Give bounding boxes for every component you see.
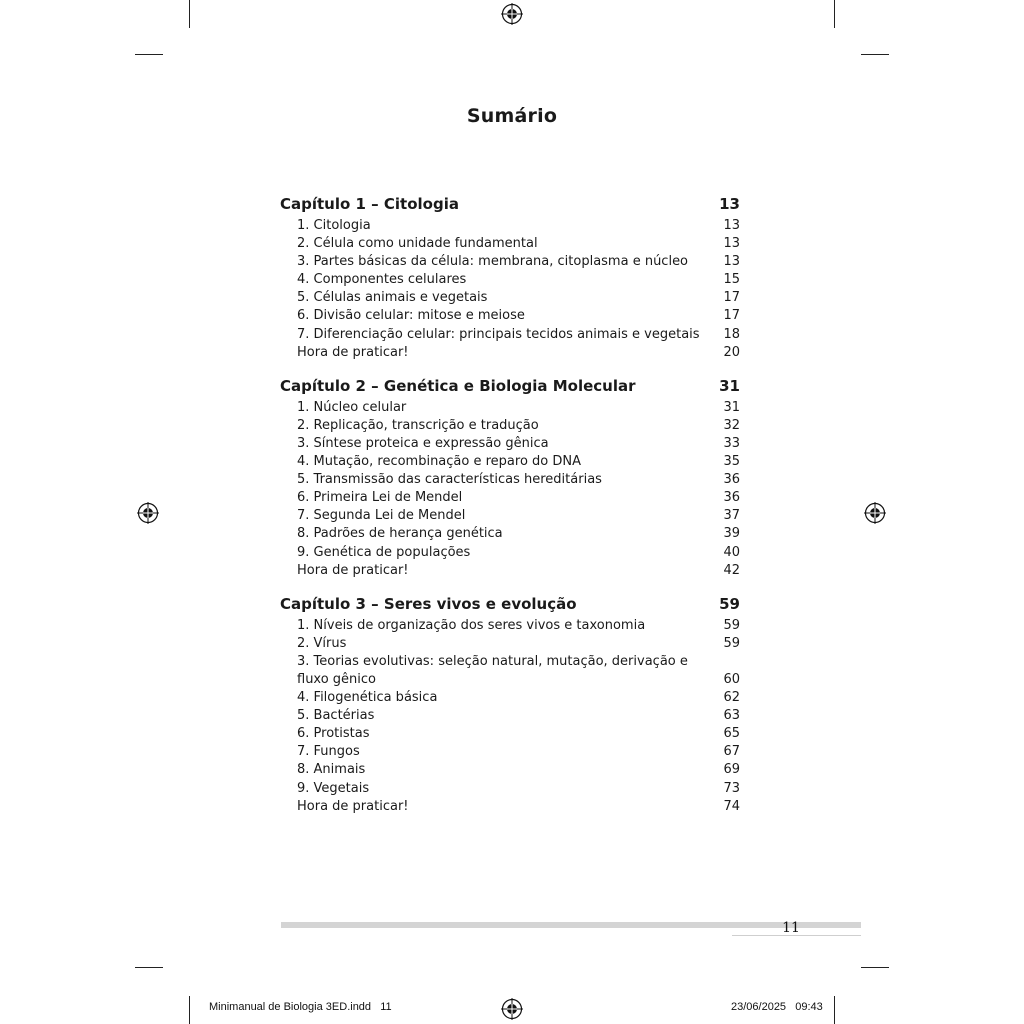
toc-entry-label: 5. Transmissão das características hereditárias <box>297 472 602 488</box>
toc-entry[interactable] <box>280 707 740 725</box>
toc-entry-page: 69 <box>723 762 740 778</box>
toc-entry[interactable] <box>280 453 740 471</box>
toc-entry-label: fluxo gênico <box>297 671 377 687</box>
toc-entry-label: 4. Filogenética básica <box>297 690 438 706</box>
toc-entry[interactable] <box>280 417 740 435</box>
toc-entry[interactable] <box>280 253 740 271</box>
toc-entry-page: 13 <box>723 254 740 270</box>
toc-entry-label: 3. Síntese proteica e expressão gênica <box>297 435 549 451</box>
toc-entry-page: 13 <box>723 218 740 233</box>
registration-mark-icon <box>501 998 523 1020</box>
toc-entry[interactable] <box>280 471 740 489</box>
toc-entry[interactable] <box>280 235 740 253</box>
toc-entry-page: 63 <box>723 708 740 724</box>
chapter-heading[interactable] <box>280 375 740 397</box>
toc-entry[interactable] <box>280 743 740 761</box>
toc-entry-page: 40 <box>723 544 740 560</box>
toc-entry-page: 17 <box>723 290 740 306</box>
toc-entry-page: 59 <box>723 617 740 633</box>
toc-entry-label: 3. Partes básicas da célula: membrana, citoplasma e núcleo <box>297 254 689 270</box>
toc-entry[interactable] <box>280 725 740 743</box>
toc-entry-page: 17 <box>723 308 740 324</box>
toc-entry-first-line[interactable]: 3. Teorias evolutivas: seleção natural, mutação, derivação e <box>297 653 688 669</box>
toc-entry-label: 8. Padrões de herança genética <box>297 526 503 542</box>
crop-mark <box>861 54 889 55</box>
crop-mark <box>189 0 190 28</box>
page-number: 11 <box>782 920 800 936</box>
toc-entry-label: 9. Vegetais <box>297 780 370 796</box>
toc-entry-page: 37 <box>723 508 740 524</box>
toc-entry-label: 1. Níveis de organização dos seres vivos e taxonomia <box>297 617 646 633</box>
chapter-page: 13 <box>719 195 740 213</box>
toc-entry-page: 67 <box>723 744 740 760</box>
toc-entry-label: 9. Genética de populações <box>297 544 471 560</box>
chapter-page: 59 <box>719 594 740 613</box>
page-title: Sumário <box>466 105 558 127</box>
toc-entry[interactable] <box>280 344 740 362</box>
toc-entry-page: 36 <box>723 490 740 506</box>
toc-entry[interactable] <box>280 217 740 235</box>
table-of-contents <box>280 193 740 829</box>
chapter-title: Capítulo 2 – Genética e Biologia Molecular <box>280 376 636 395</box>
toc-entry[interactable] <box>280 798 740 816</box>
toc-entry-label: 7. Segunda Lei de Mendel <box>297 508 466 524</box>
toc-entry[interactable] <box>280 761 740 779</box>
toc-entry-label: Hora de praticar! <box>297 562 409 578</box>
toc-entry[interactable] <box>280 635 740 653</box>
toc-entry[interactable] <box>280 489 740 507</box>
toc-entry[interactable] <box>280 544 740 562</box>
toc-entry-label: 8. Animais <box>297 762 366 778</box>
toc-entry-label: 2. Replicação, transcrição e tradução <box>297 417 539 433</box>
toc-entry[interactable] <box>280 435 740 453</box>
registration-mark-icon <box>501 3 523 25</box>
toc-entry-label: 4. Mutação, recombinação e reparo do DNA <box>297 454 581 470</box>
toc-entry-label: Hora de praticar! <box>297 344 409 360</box>
footer-rule <box>281 922 861 928</box>
toc-entry[interactable] <box>280 326 740 344</box>
crop-mark <box>189 996 190 1024</box>
toc-entry-page: 31 <box>723 399 740 415</box>
toc-entry-label: 6. Divisão celular: mitose e meiose <box>297 308 525 324</box>
chapter-heading[interactable] <box>280 593 740 615</box>
toc-entry-page: 35 <box>723 454 740 470</box>
toc-entry-label: 2. Célula como unidade fundamental <box>297 236 538 252</box>
toc-chapter-1 <box>280 193 740 362</box>
toc-entry-label: 5. Bactérias <box>297 708 375 724</box>
toc-entry-page: 39 <box>723 526 740 542</box>
slug-date-time: 23/06/2025 09:43 <box>731 1001 823 1013</box>
crop-mark <box>834 0 835 28</box>
toc-entry-page: 13 <box>723 236 740 252</box>
toc-entry-page: 18 <box>723 326 740 342</box>
registration-mark-icon <box>137 502 159 524</box>
toc-entry-label: 4. Componentes celulares <box>297 272 467 288</box>
chapter-heading[interactable] <box>280 193 740 215</box>
toc-entry-page: 62 <box>723 690 740 706</box>
toc-entry-page: 20 <box>723 344 740 360</box>
toc-entry-label: 5. Células animais e vegetais <box>297 290 488 306</box>
toc-chapter-2 <box>280 375 740 580</box>
toc-entry[interactable] <box>280 307 740 325</box>
toc-entry-label: 1. Citologia <box>297 218 371 233</box>
toc-entry-page: 73 <box>723 780 740 796</box>
toc-entry[interactable] <box>280 671 740 689</box>
toc-entry-label: 7. Diferenciação celular: principais tecidos animais e vegetais <box>297 326 700 342</box>
toc-entry[interactable] <box>280 689 740 707</box>
toc-entry[interactable] <box>280 399 740 417</box>
toc-entry[interactable] <box>280 271 740 289</box>
toc-entry[interactable] <box>280 780 740 798</box>
crop-mark <box>135 967 163 968</box>
toc-entry[interactable] <box>280 562 740 580</box>
crop-mark <box>834 996 835 1024</box>
toc-entry-label: 6. Primeira Lei de Mendel <box>297 490 463 506</box>
toc-entry[interactable] <box>280 525 740 543</box>
toc-entry-page: 74 <box>723 798 740 814</box>
toc-entry-page: 33 <box>723 435 740 451</box>
toc-entry-page: 15 <box>723 272 740 288</box>
toc-entry-page: 59 <box>723 635 740 651</box>
toc-entry-page: 65 <box>723 726 740 742</box>
toc-entry-page: 36 <box>723 472 740 488</box>
registration-mark-icon <box>864 502 886 524</box>
chapter-title: Capítulo 1 – Citologia <box>280 195 459 213</box>
toc-entry-label: Hora de praticar! <box>297 798 409 814</box>
toc-entry[interactable] <box>280 617 740 635</box>
chapter-title: Capítulo 3 – Seres vivos e evolução <box>280 594 577 613</box>
toc-entry-page: 42 <box>723 562 740 578</box>
crop-mark <box>861 967 889 968</box>
crop-mark <box>135 54 163 55</box>
toc-entry[interactable] <box>280 507 740 525</box>
toc-entry[interactable] <box>280 289 740 307</box>
chapter-page: 31 <box>719 376 740 395</box>
toc-entry-label: 6. Protistas <box>297 726 370 742</box>
toc-entry-page: 32 <box>723 417 740 433</box>
toc-entry-label: 7. Fungos <box>297 744 360 760</box>
toc-chapter-3 <box>280 593 740 816</box>
toc-entry-page: 60 <box>723 671 740 687</box>
toc-entry-label: 2. Vírus <box>297 635 347 651</box>
slug-file-info: Minimanual de Biologia 3ED.indd 11 <box>209 1001 392 1013</box>
toc-entry-label: 1. Núcleo celular <box>297 399 407 415</box>
